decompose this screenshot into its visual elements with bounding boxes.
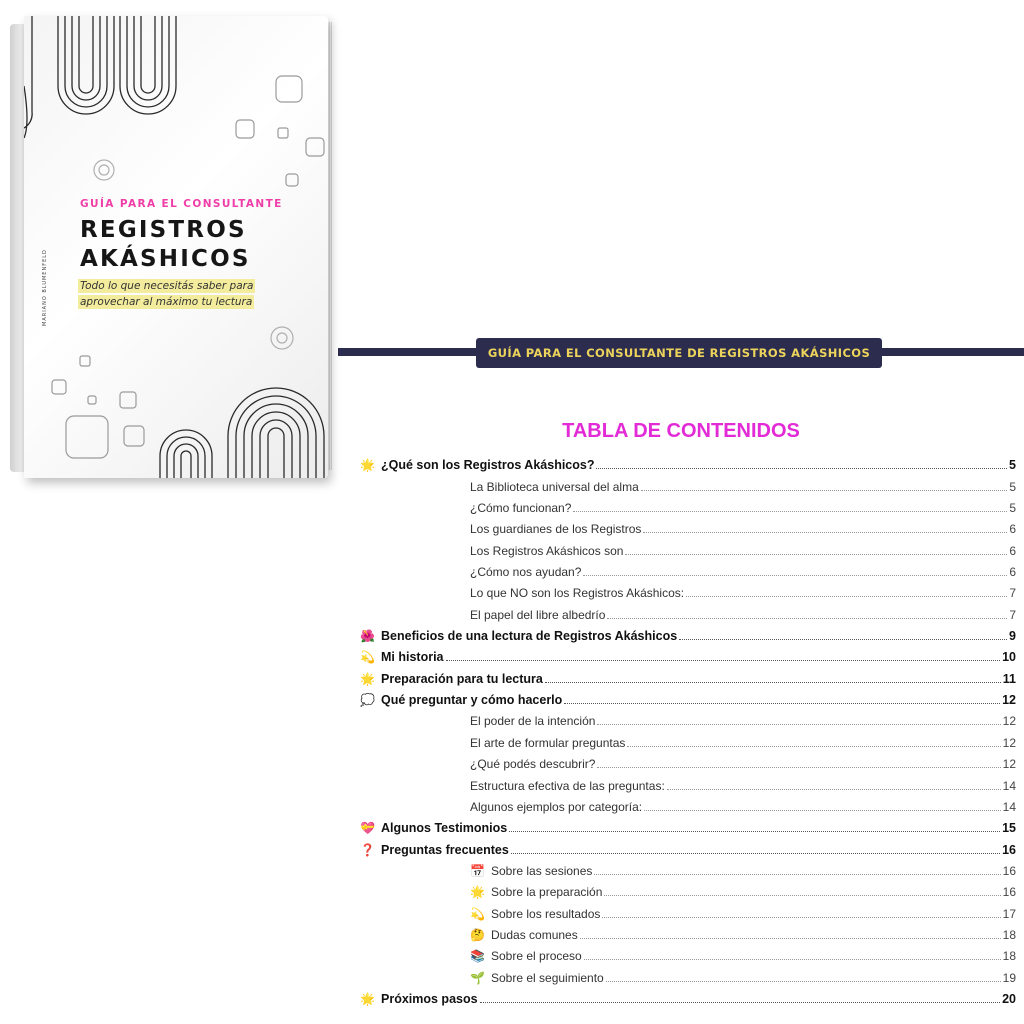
- toc-entry-text: Sobre las sesiones: [491, 863, 593, 878]
- toc-entry-lead: [470, 565, 581, 579]
- toc-leader-dots: [596, 468, 1007, 469]
- toc-leader-dots: [584, 959, 1001, 960]
- toc-entry[interactable]: [360, 645, 1016, 666]
- book-title: REGISTROS AKÁSHICOS: [80, 217, 251, 272]
- toc-entry-text: Los guardianes de los Registros: [470, 522, 642, 537]
- heart-ribbon-icon: 💝: [360, 821, 375, 836]
- arch-pattern-top-left: [24, 16, 176, 138]
- rounded-squares-bottom: [52, 356, 144, 458]
- toc-page-number: 5: [1009, 501, 1016, 516]
- toc-leader-dots: [607, 618, 1007, 619]
- glowing-star-icon: 🌟: [360, 991, 375, 1006]
- dizzy-star-icon: 💫: [360, 650, 375, 665]
- toc-entry-lead: [470, 522, 641, 536]
- toc-entry-lead: [360, 821, 507, 835]
- toc-entry-lead: [360, 629, 677, 643]
- thought-bubble-icon: 💭: [360, 693, 375, 708]
- toc-page-number: 11: [1002, 671, 1016, 686]
- toc-entry-lead: [470, 757, 595, 771]
- toc-entry-lead: [360, 458, 594, 472]
- toc-entry[interactable]: [360, 837, 1016, 858]
- toc-entry-lead: [470, 586, 684, 600]
- toc-page-number: 9: [1009, 629, 1016, 644]
- arch-pattern-bottom-right: [160, 388, 324, 478]
- toc-page-number: 6: [1009, 565, 1016, 580]
- toc-leader-dots: [480, 1002, 1001, 1003]
- toc-entry-text: ¿Qué podés descubrir?: [470, 757, 596, 772]
- toc-list: [360, 453, 1016, 1008]
- seedling-icon: 🌱: [470, 970, 485, 985]
- toc-entry-lead: [470, 480, 639, 494]
- toc-entry-text: Qué preguntar y cómo hacerlo: [381, 693, 563, 708]
- toc-page-number: 19: [1002, 970, 1016, 985]
- book-kicker: GUÍA PARA EL CONSULTANTE: [80, 198, 283, 210]
- rounded-squares-top: [236, 76, 324, 186]
- toc-page-number: 20: [1002, 991, 1016, 1006]
- toc-entry-lead: [470, 501, 571, 515]
- toc-entry-lead: [360, 650, 444, 664]
- toc-leader-dots: [606, 981, 1001, 982]
- toc-page-number: 6: [1009, 543, 1016, 558]
- toc-subentry[interactable]: [360, 560, 1016, 581]
- toc-leader-dots: [564, 703, 1000, 704]
- toc-subentry[interactable]: [360, 944, 1016, 965]
- toc-entry-lead: [470, 800, 642, 814]
- toc-entry[interactable]: [360, 688, 1016, 709]
- toc-leader-dots: [511, 853, 1000, 854]
- toc-leader-dots: [583, 575, 1007, 576]
- toc-entry-lead: [470, 971, 604, 985]
- toc-entry-text: Preparación para tu lectura: [381, 671, 543, 686]
- header-banner: GUÍA PARA EL CONSULTANTE DE REGISTROS AKÁSHICOS: [476, 338, 882, 368]
- toc-page-number: 16: [1002, 885, 1016, 900]
- toc-entry-lead: [470, 736, 625, 750]
- thinking-face-icon: 🤔: [470, 927, 485, 942]
- toc-page-number: 16: [1002, 842, 1016, 857]
- toc-entry[interactable]: [360, 987, 1016, 1008]
- toc-subentry[interactable]: [360, 730, 1016, 751]
- toc-entry-lead: [470, 907, 600, 921]
- toc-entry-text: Algunos ejemplos por categoría:: [470, 799, 643, 814]
- toc-entry-lead: [470, 608, 605, 622]
- toc-leader-dots: [597, 724, 1000, 725]
- toc-subentry[interactable]: [360, 923, 1016, 944]
- toc-subentry[interactable]: [360, 880, 1016, 901]
- toc-page-number: 12: [1002, 757, 1016, 772]
- toc-entry-text: Mi historia: [381, 650, 444, 665]
- toc-page-number: 10: [1002, 650, 1016, 665]
- toc-page-number: 18: [1002, 927, 1016, 942]
- toc-entry-lead: [470, 928, 578, 942]
- toc-entry-lead: [470, 864, 592, 878]
- toc-entry-text: Dudas comunes: [491, 927, 578, 942]
- toc-page-number: 7: [1009, 607, 1016, 622]
- toc-leader-dots: [643, 532, 1007, 533]
- toc-entry-lead: [470, 779, 665, 793]
- toc-subentry[interactable]: [360, 773, 1016, 794]
- toc-subentry[interactable]: [360, 752, 1016, 773]
- question-mark-icon: ❓: [360, 842, 375, 857]
- toc-subentry[interactable]: [360, 517, 1016, 538]
- toc-leader-dots: [446, 660, 1001, 661]
- toc-entry-text: ¿Cómo nos ayudan?: [470, 565, 582, 580]
- toc-entry-text: Algunos Testimonios: [381, 821, 508, 836]
- toc-leader-dots: [597, 767, 1000, 768]
- toc-entry[interactable]: [360, 816, 1016, 837]
- toc-subentry[interactable]: [360, 474, 1016, 495]
- dizzy-star-icon: 💫: [470, 906, 485, 921]
- glowing-star-icon: 🌟: [360, 458, 375, 473]
- toc-entry-text: El poder de la intención: [470, 714, 596, 729]
- toc-leader-dots: [602, 917, 1000, 918]
- toc-leader-dots: [604, 895, 1000, 896]
- toc-leader-dots: [679, 639, 1007, 640]
- toc-leader-dots: [594, 874, 1000, 875]
- toc-page-number: 12: [1002, 693, 1016, 708]
- glowing-star-icon: 🌟: [360, 671, 375, 686]
- toc-entry-lead: [470, 949, 582, 963]
- toc-entry-text: Sobre el proceso: [491, 949, 582, 964]
- toc-subentry[interactable]: [360, 602, 1016, 623]
- book-subtitle: [78, 278, 288, 310]
- book-mockup: [10, 12, 340, 482]
- toc-entry-text: Estructura efectiva de las preguntas:: [470, 778, 665, 793]
- toc-entry-text: Sobre los resultados: [491, 906, 601, 921]
- toc-entry-lead: [360, 992, 478, 1006]
- toc-entry-text: Preguntas frecuentes: [381, 842, 509, 857]
- toc-leader-dots: [580, 938, 1001, 939]
- toc-leader-dots: [627, 746, 1000, 747]
- toc-entry-lead: [470, 714, 595, 728]
- toc-entry-text: Próximos pasos: [381, 991, 478, 1006]
- calendar-icon: 📅: [470, 863, 485, 878]
- toc-page-number: 5: [1009, 479, 1016, 494]
- toc-page-number: 17: [1002, 906, 1016, 921]
- toc-leader-dots: [644, 810, 1001, 811]
- books-icon: 📚: [470, 949, 485, 964]
- book-subtitle-text: Todo lo que necesitás saber para aprovechar al máximo tu lectura: [80, 280, 254, 308]
- toc-entry-text: Sobre la preparación: [491, 885, 603, 900]
- toc-leader-dots: [667, 789, 1001, 790]
- toc-page-number: 12: [1002, 714, 1016, 729]
- toc-leader-dots: [686, 596, 1007, 597]
- toc-entry-lead: [470, 544, 623, 558]
- toc-subentry[interactable]: [360, 965, 1016, 986]
- toc-entry-text: La Biblioteca universal del alma: [470, 479, 639, 494]
- toc-leader-dots: [641, 490, 1008, 491]
- toc-page-number: 16: [1002, 863, 1016, 878]
- toc-page-number: 15: [1002, 821, 1016, 836]
- toc-entry-text: Lo que NO son los Registros Akáshicos:: [470, 586, 685, 601]
- toc-leader-dots: [625, 554, 1007, 555]
- toc-entry-lead: [360, 672, 543, 686]
- glowing-star-icon: 🌟: [470, 885, 485, 900]
- toc-subentry[interactable]: [360, 795, 1016, 816]
- toc-subentry[interactable]: [360, 709, 1016, 730]
- toc-page-number: 14: [1002, 799, 1016, 814]
- toc-leader-dots: [509, 831, 1000, 832]
- toc-page-number: 6: [1009, 522, 1016, 537]
- toc-subentry[interactable]: [360, 581, 1016, 602]
- toc-entry-lead: [470, 885, 602, 899]
- toc-title: TABLA DE CONTENIDOS: [562, 420, 800, 442]
- hibiscus-icon: 🌺: [360, 629, 375, 644]
- toc-page-number: 14: [1002, 778, 1016, 793]
- toc-leader-dots: [545, 682, 1001, 683]
- toc-page-number: 7: [1009, 586, 1016, 601]
- toc-subentry[interactable]: [360, 901, 1016, 922]
- toc-page-number: 12: [1002, 735, 1016, 750]
- toc-page-number: 18: [1002, 949, 1016, 964]
- toc-subentry[interactable]: [360, 538, 1016, 559]
- toc-entry-lead: [360, 843, 509, 857]
- toc-entry[interactable]: [360, 624, 1016, 645]
- book-author: MARIANO BLUMENFELD: [42, 249, 48, 326]
- toc-page-number: 5: [1009, 458, 1016, 473]
- toc-entry-text: Los Registros Akáshicos son: [470, 543, 624, 558]
- toc-entry-lead: [360, 693, 562, 707]
- toc-entry-text: El papel del libre albedrío: [470, 607, 606, 622]
- toc-entry[interactable]: [360, 453, 1016, 474]
- toc-entry-text: ¿Cómo funcionan?: [470, 501, 572, 516]
- toc-leader-dots: [573, 511, 1007, 512]
- toc-entry-text: ¿Qué son los Registros Akáshicos?: [381, 458, 595, 473]
- toc-entry-text: El arte de formular preguntas: [470, 735, 626, 750]
- toc-entry-text: Beneficios de una lectura de Registros Akáshicos: [381, 629, 678, 644]
- toc-subentry[interactable]: [360, 496, 1016, 517]
- toc-subentry[interactable]: [360, 859, 1016, 880]
- toc-entry[interactable]: [360, 666, 1016, 687]
- toc-entry-text: Sobre el seguimiento: [491, 970, 604, 985]
